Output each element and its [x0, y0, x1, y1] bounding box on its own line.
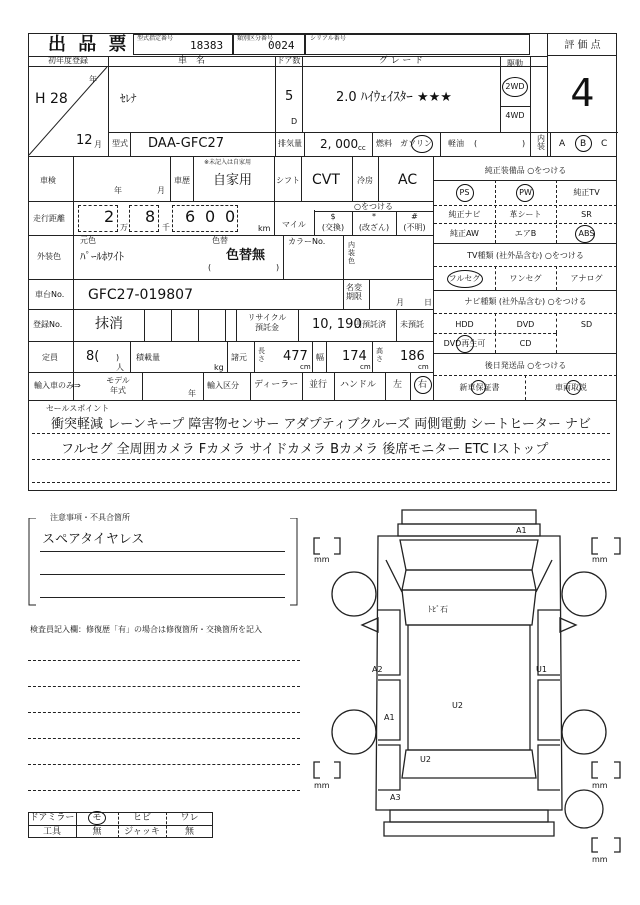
model-value: DAA-GFC27 — [148, 136, 224, 151]
mileage-d2: 8 — [145, 207, 156, 226]
later-title: 後日発送品 ○をつける — [484, 361, 567, 370]
drive-2wd: 2WD — [505, 82, 525, 91]
tv-analog: アナログ — [570, 274, 603, 283]
interior-color-label: 内 装 色 — [348, 241, 355, 266]
car-diagram — [300, 500, 640, 870]
displacement-label: 排気量 — [278, 139, 302, 148]
odo-unknown: (不明) — [403, 223, 426, 232]
odo-note: ○をつける — [354, 202, 393, 211]
category-value: 0024 — [268, 39, 295, 52]
capacity-unit: 人 — [116, 363, 124, 372]
later-warranty: 新車保証書 — [459, 383, 500, 392]
mirror-value: モ — [92, 813, 102, 823]
capacity-paren: ) — [116, 353, 120, 362]
width-cm: cm — [360, 363, 371, 371]
inspection-label: 車検 — [40, 176, 56, 185]
shift-label: シフト — [276, 176, 300, 185]
notes-label: 注意事項・不具合箇所 — [50, 513, 130, 522]
load-label: 積載量 — [136, 353, 160, 362]
length-label: 長 さ — [258, 347, 265, 364]
interior-b: B — [580, 139, 587, 149]
later-manual-circle — [566, 380, 581, 395]
equip-airbag: エアB — [514, 229, 537, 238]
history-label: 車歴 — [174, 176, 190, 185]
right-circle — [414, 376, 432, 394]
height-value: 186 — [400, 349, 425, 364]
mark-u1: U1 — [536, 665, 547, 674]
navi-title: ナビ種類 (社外品含む) ○をつける — [464, 297, 587, 306]
mileage-d1: 2 — [104, 207, 115, 226]
drive-2wd-circle — [502, 77, 528, 97]
right-label: 右 — [418, 380, 428, 390]
displacement-unit: cc — [358, 144, 366, 152]
orig-color-value: ﾊﾟｰﾙﾎﾜｲﾄ — [80, 250, 124, 263]
recycle-not: 未預託 — [400, 320, 424, 329]
repaint-value: 色替無 — [226, 248, 266, 263]
odo-tamper: (改ざん) — [358, 223, 390, 232]
height-label: 高 さ — [376, 347, 383, 364]
later-warranty-circle — [471, 380, 486, 395]
category-label: 類別区分番号 — [237, 35, 274, 42]
import-label: 輸入車のみ⇒ — [34, 381, 81, 390]
color-label: 外装色 — [37, 252, 61, 261]
navi-hdd: HDD — [455, 320, 474, 329]
mark-u2-rear: U2 — [420, 755, 431, 764]
mark-a1-side: A1 — [384, 713, 395, 722]
jack-label: ジャッキ — [124, 827, 160, 837]
recycle-value: 10, 190 — [312, 317, 362, 332]
crack-label: ヒビ — [132, 813, 151, 823]
equip-navi: 純正ナビ — [448, 210, 481, 219]
score-label: 評 価 点 — [564, 40, 601, 51]
serial-label: シリアル番号 — [310, 35, 346, 42]
later-manual: 車両取説 — [555, 383, 587, 392]
equip-abs: ABS — [578, 229, 595, 238]
import-year-unit: 年 — [188, 389, 196, 398]
mirror-circle — [88, 811, 106, 825]
model-year-label: モデル 年式 — [106, 376, 130, 395]
mileage-sen: 千 — [162, 223, 170, 232]
equip-pw-circle — [516, 184, 534, 202]
doors-label: ドア数 — [276, 56, 301, 65]
grade-label: グ レ ー ド — [378, 56, 424, 66]
first-reg-month: 12 — [76, 133, 93, 148]
sales-line1: 衝突軽減 レーンキープ 障害物センサー アダプティブクルーズ 両側電動 シートヒーター ナビ — [51, 417, 591, 432]
interior-c: C — [601, 139, 608, 149]
interior-a: A — [559, 139, 566, 149]
chassis-label: 車台No. — [35, 290, 65, 299]
parallel-label: 並行 — [309, 380, 328, 390]
mileage-man: 万 — [120, 223, 128, 232]
navi-dvd-play: DVD再生可 — [443, 339, 486, 348]
recycle-deposited: 円預託済 — [354, 320, 386, 329]
history-note: ※未記入は自家用 — [204, 159, 252, 166]
mirror-label: ドアミラー — [29, 813, 75, 823]
fuel-label: 燃料 — [376, 139, 392, 148]
year-unit: 年 — [89, 75, 97, 84]
mm-1: mm — [314, 555, 330, 564]
name-change-day: 日 — [424, 298, 432, 307]
orig-color-label: 元色 — [80, 236, 96, 245]
odo-swap: (交換) — [321, 223, 345, 232]
sales-line2: フルセグ 全周囲カメラ Fカメラ サイドカメラ Bカメラ 後席モニター ETC Iストップ — [61, 442, 549, 457]
mark-a3: A3 — [390, 793, 401, 802]
jack-value: 無 — [184, 827, 194, 837]
import-class-label: 輸入区分 — [207, 381, 239, 390]
fuel-gasoline-circle — [411, 135, 433, 153]
inspection-month: 月 — [157, 186, 165, 195]
mileage-d3: 6 — [185, 207, 196, 226]
load-unit: kg — [214, 363, 224, 372]
navi-dvd: DVD — [516, 320, 535, 329]
month-unit: 月 — [94, 140, 102, 149]
mileage-d5: 0 — [225, 207, 236, 226]
length-cm: cm — [300, 363, 311, 371]
equip-leather: 革シート — [509, 210, 542, 219]
ac-value: AC — [398, 172, 418, 188]
capacity-value: 8( — [86, 349, 100, 364]
door-sub: D — [291, 117, 298, 126]
notes-line1: スペアタイヤレス — [42, 532, 145, 547]
mile-label: マイル — [282, 220, 306, 229]
mm-3: mm — [314, 781, 330, 790]
color-no-label: カラーNo. — [288, 237, 326, 246]
car-name-label: 車 名 — [177, 56, 205, 66]
mm-4: mm — [592, 781, 608, 790]
mileage-label: 走行距離 — [33, 214, 65, 223]
score-value: 4 — [570, 71, 595, 115]
sales-label: セールスポイント — [46, 404, 110, 413]
grade-value: 2.0 ﾊｲｳｪｲｽﾀｰ ★★★ — [336, 90, 452, 105]
fuel-paren-close: ) — [522, 139, 526, 148]
repaint-paren-close: ) — [276, 263, 280, 272]
dealer-label: ディーラー — [254, 380, 299, 390]
equip-ps: PS — [459, 188, 470, 197]
model-approval-value: 18383 — [190, 39, 224, 52]
tv-title: TV種類 (社外品含む) ○をつける — [467, 251, 584, 260]
width-value: 174 — [342, 349, 367, 364]
navi-dvd-play-circle — [456, 335, 474, 353]
sheet-title: 出 品 票 — [48, 34, 130, 55]
ac-label: 冷房 — [357, 176, 373, 185]
tools-value: 無 — [92, 827, 102, 837]
mm-5: mm — [592, 855, 608, 864]
mileage-unit: km — [258, 224, 271, 233]
mark-stone-chip: ﾄﾋﾞ石 — [428, 605, 448, 614]
tv-fullseg-circle — [447, 270, 483, 288]
height-cm: cm — [418, 363, 429, 371]
shift-value: CVT — [312, 172, 340, 188]
displacement-value: 2, 000 — [320, 137, 359, 151]
repaint-label: 色替 — [212, 236, 228, 245]
equip-abs-circle — [575, 225, 595, 243]
fuel-gasoline: ガソリン — [400, 139, 432, 148]
tools-label: 工具 — [42, 827, 61, 837]
equip-aw: 純正AW — [450, 229, 479, 238]
equip-pw: PW — [519, 188, 532, 197]
navi-sd: SD — [580, 320, 593, 329]
reg-no-value: 抹消 — [95, 316, 123, 332]
interior-label: 内装 — [537, 134, 545, 151]
odo-dollar: $ — [330, 212, 336, 221]
navi-cd: CD — [519, 339, 532, 348]
mileage-d4: 0 — [205, 207, 216, 226]
mm-2: mm — [592, 555, 608, 564]
model-label: 型式 — [112, 139, 128, 148]
capacity-label: 定員 — [42, 353, 58, 362]
repaint-paren-open: ( — [208, 263, 212, 272]
break-label: ワレ — [180, 813, 199, 823]
equip-tv: 純正TV — [573, 188, 600, 197]
inspection-year: 年 — [114, 186, 122, 195]
fuel-diesel: 軽油 — [448, 139, 464, 148]
mark-a2: A2 — [372, 665, 383, 674]
fuel-paren-open: ( — [474, 139, 478, 148]
reg-no-label: 登録No. — [33, 320, 63, 329]
left-label: 左 — [393, 380, 403, 390]
dims-label: 諸元 — [231, 353, 247, 362]
handle-label: ハンドル — [340, 380, 377, 390]
recycle-label: リサイクル 預託金 — [247, 313, 287, 332]
mark-a1-top: A1 — [516, 526, 527, 535]
width-label: 幅 — [316, 353, 324, 362]
drive-4wd: 4WD — [505, 111, 525, 120]
length-value: 477 — [283, 349, 308, 364]
model-approval-label: 型式指定番号 — [137, 35, 174, 42]
first-reg-label: 初年度登録 — [48, 56, 88, 65]
inspector-label: 検査員記入欄：修復歴「有」の場合は修復箇所・交換箇所を記入 — [30, 625, 262, 634]
car-name: ｾﾚﾅ — [120, 92, 137, 105]
name-change-month: 月 — [396, 298, 404, 307]
interior-b-circle — [575, 135, 592, 152]
tv-oneseg: ワンセグ — [509, 274, 542, 283]
equip-sr: SR — [581, 210, 592, 219]
name-change-label: 名変 期限 — [346, 283, 362, 302]
drive-label: 駆動 — [507, 59, 523, 68]
equip-title: 純正装備品 ○をつける — [484, 166, 567, 175]
mark-u2-roof: U2 — [452, 701, 463, 710]
chassis-value: GFC27-019807 — [88, 287, 193, 303]
first-reg-era: H 28 — [35, 91, 68, 107]
tv-fullseg: フルセグ — [448, 274, 481, 283]
history-value: 自家用 — [213, 173, 253, 188]
odo-hash: # — [411, 212, 418, 221]
doors-value: 5 — [285, 89, 294, 104]
equip-ps-circle — [456, 184, 474, 202]
odo-star: * — [372, 212, 376, 221]
